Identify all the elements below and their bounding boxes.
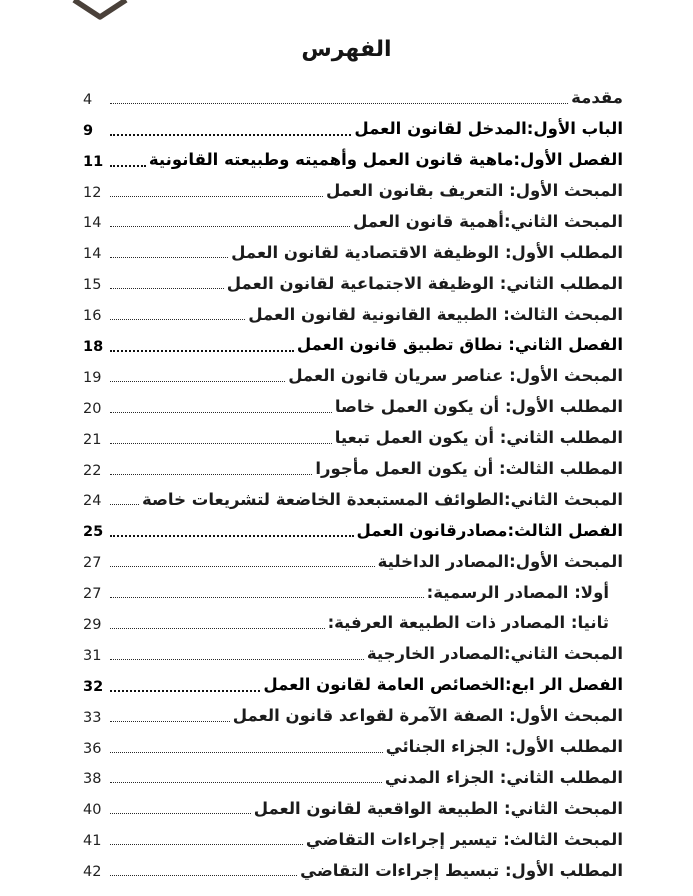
toc-entry-page-number: 11 — [83, 153, 104, 170]
toc-entry-label: الباب الأول:المدخل لقانون العمل — [354, 119, 623, 139]
dotted-leader — [110, 319, 245, 320]
dotted-leader — [110, 535, 354, 537]
toc-entry-page-number: 14 — [83, 246, 102, 263]
toc-entry-label: المطلب الثاني: أن يكون العمل تبعيا — [334, 428, 623, 448]
dotted-leader — [110, 782, 382, 783]
toc-entry — [83, 761, 623, 792]
toc-entry-page-number: 40 — [83, 802, 102, 819]
toc-entry — [83, 637, 623, 668]
toc-entry-label: المبحث الثالث: الطبيعة القانونية لقانون العمل — [248, 304, 623, 324]
toc-entry-label: الفصل الثالث:مصادرقانون العمل — [356, 520, 623, 540]
toc-entry-page-number: 4 — [83, 91, 93, 108]
dotted-leader — [110, 196, 323, 197]
toc-entry — [83, 421, 623, 452]
dotted-leader — [110, 844, 303, 845]
dotted-leader — [110, 566, 375, 567]
toc-entry-label: المطلب الأول: أن يكون العمل خاصا — [334, 397, 623, 417]
table-of-contents — [83, 81, 623, 884]
toc-entry — [83, 174, 623, 205]
toc-entry — [83, 544, 623, 575]
page-title: الفهرس — [301, 37, 392, 62]
dotted-leader — [110, 597, 424, 598]
dotted-leader — [110, 443, 332, 444]
dotted-leader — [110, 752, 383, 753]
toc-entry-page-number: 14 — [83, 215, 102, 232]
toc-entry-page-number: 20 — [83, 400, 102, 417]
toc-entry — [83, 452, 623, 483]
dotted-leader — [110, 226, 350, 227]
toc-entry-page-number: 22 — [83, 462, 102, 479]
dotted-leader — [110, 474, 312, 475]
toc-entry-page-number: 24 — [83, 493, 102, 510]
dotted-leader — [110, 875, 297, 876]
toc-entry-label: مقدمة — [571, 88, 623, 108]
toc-entry-label: ثانيا: المصادر ذات الطبيعة العرفية: — [327, 613, 609, 633]
chevron-down-icon — [72, 0, 128, 20]
toc-entry — [83, 606, 623, 637]
toc-entry — [83, 513, 623, 544]
dotted-leader — [110, 721, 230, 722]
toc-entry — [83, 791, 623, 822]
dotted-leader — [110, 103, 568, 104]
dotted-leader — [110, 659, 364, 660]
toc-entry-label: المبحث الأول:المصادر الداخلية — [377, 551, 623, 571]
toc-entry-page-number: 29 — [83, 617, 102, 634]
toc-entry-label: الفصل الثاني: نطاق تطبيق قانون العمل — [296, 335, 623, 355]
toc-entry-page-number: 25 — [83, 524, 104, 541]
toc-entry-label: المطلب الأول: تبسيط إجراءات التقاضي — [300, 860, 623, 880]
toc-entry — [83, 112, 623, 143]
toc-entry-label: المبحث الثاني:المصادر الخارجية — [366, 644, 623, 664]
toc-entry-page-number: 18 — [83, 339, 104, 356]
toc-entry-page-number: 31 — [83, 647, 102, 664]
toc-entry — [83, 822, 623, 853]
dotted-leader — [110, 288, 224, 289]
toc-entry-page-number: 27 — [83, 555, 102, 572]
dotted-leader — [110, 412, 332, 413]
toc-entry — [83, 575, 623, 606]
toc-entry-page-number: 9 — [83, 122, 94, 139]
toc-entry-label: الفصل الر ابع:الخصائص العامة لقانون العمل — [263, 675, 623, 695]
toc-entry-label: المبحث الثاني:الطوائف المستبعدة الخاضعة لتشريعات خاصة — [141, 489, 623, 509]
dotted-leader — [110, 134, 351, 136]
toc-entry-label: المطلب الثاني: الوظيفة الاجتماعية لقانون العمل — [226, 273, 623, 293]
toc-entry-label: أولا: المصادر الرسمية: — [426, 582, 609, 602]
toc-entry-label: المبحث الثاني: الطبيعة الواقعية لقانون العمل — [253, 798, 623, 818]
toc-entry-page-number: 32 — [83, 678, 104, 695]
dotted-leader — [110, 504, 139, 505]
toc-entry-label: المطلب الثالث: أن يكون العمل مأجورا — [315, 458, 623, 478]
dotted-leader — [110, 628, 325, 629]
toc-entry-page-number: 16 — [83, 308, 102, 325]
toc-entry — [83, 359, 623, 390]
toc-entry-page-number: 12 — [83, 184, 102, 201]
toc-entry-label: المطلب الثاني: الجزاء المدني — [384, 767, 623, 787]
toc-entry-page-number: 36 — [83, 740, 102, 757]
toc-entry-page-number: 21 — [83, 431, 102, 448]
toc-entry — [83, 483, 623, 514]
toc-entry-label: المبحث الثالث: تيسير إجراءات التقاضي — [305, 829, 623, 849]
toc-entry-label: الفصل الأول:ماهية قانون العمل وأهميته وطبيعته القانونية — [148, 150, 623, 170]
toc-entry-page-number: 41 — [83, 833, 102, 850]
toc-entry — [83, 266, 623, 297]
toc-entry-label: المبحث الثاني:أهمية قانون العمل — [353, 211, 623, 231]
dotted-leader — [110, 381, 285, 382]
toc-entry-label: المطلب الأول: الوظيفة الاقتصادية لقانون العمل — [231, 242, 623, 262]
dotted-leader — [110, 350, 294, 352]
toc-entry-page-number: 33 — [83, 709, 102, 726]
toc-entry-label: المبحث الأول: التعريف بقانون العمل — [326, 180, 623, 200]
toc-entry-page-number: 27 — [83, 586, 102, 603]
toc-entry — [83, 328, 623, 359]
dotted-leader — [110, 690, 260, 692]
toc-entry-page-number: 42 — [83, 864, 102, 881]
toc-entry-page-number: 15 — [83, 277, 102, 294]
toc-entry-label: المطلب الأول: الجزاء الجنائي — [385, 736, 623, 756]
dotted-leader — [110, 257, 228, 258]
toc-entry — [83, 205, 623, 236]
toc-entry — [83, 235, 623, 266]
toc-entry-page-number: 38 — [83, 771, 102, 788]
dotted-leader — [110, 165, 146, 167]
toc-entry — [83, 297, 623, 328]
toc-entry-label: المبحث الأول: الصفة الآمرة لقواعد قانون العمل — [232, 706, 623, 726]
toc-entry — [83, 390, 623, 421]
toc-entry-label: المبحث الأول: عناصر سريان قانون العمل — [288, 366, 623, 386]
toc-entry — [83, 699, 623, 730]
toc-entry-page-number: 19 — [83, 369, 102, 386]
toc-entry — [83, 853, 623, 884]
toc-entry — [83, 143, 623, 174]
toc-entry — [83, 730, 623, 761]
dotted-leader — [110, 813, 251, 814]
toc-entry — [83, 668, 623, 699]
toc-entry — [83, 81, 623, 112]
